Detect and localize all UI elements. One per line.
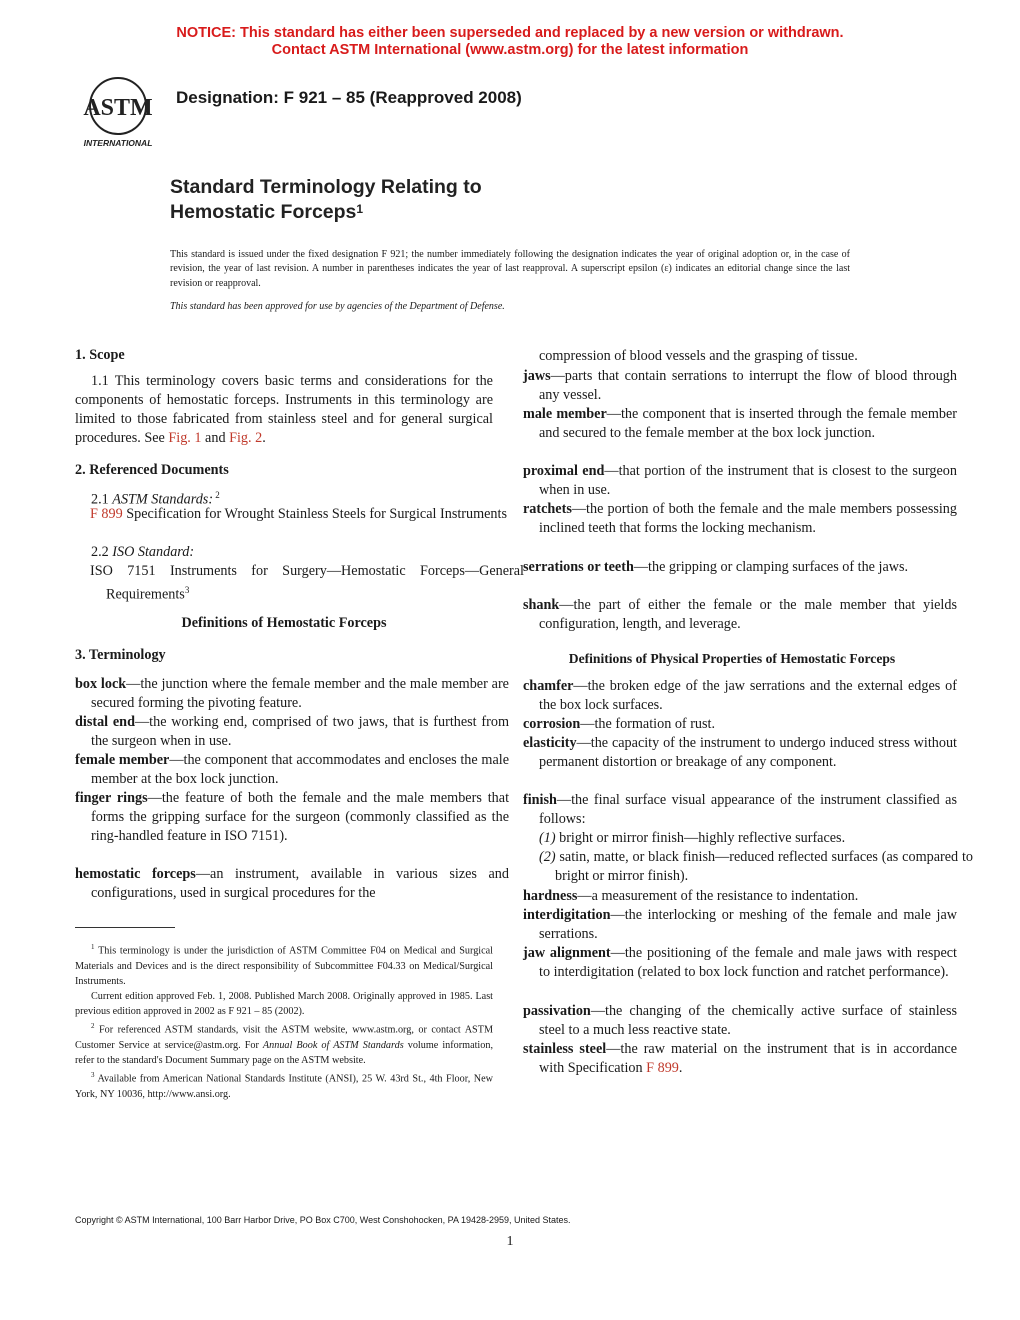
term-chamfer	[523, 677, 957, 715]
term-box-lock	[75, 675, 509, 713]
term-corrosion	[523, 715, 957, 734]
finish-2-text: satin, matte, or black finish—reduced reflected surfaces (as compared to bright or mirror finish).	[555, 849, 973, 884]
term-shank	[523, 596, 957, 634]
finish-2-num: (2)	[539, 849, 556, 865]
term-def: —parts that contain serrations to interrupt the flow of blood through any vessel.	[539, 368, 957, 403]
term-name: jaw alignment	[523, 945, 611, 961]
fig-1-link[interactable]: Fig. 1	[168, 430, 202, 446]
term-def: —an instrument, available in various sizes and configurations, used in surgical procedures for the	[91, 866, 509, 901]
term-name: box lock	[75, 676, 127, 692]
f899-text: Specification for Wrought Stainless Steels for Surgical Instruments	[122, 506, 507, 522]
astm-sup: 2	[215, 490, 220, 500]
footnotes	[75, 940, 493, 1102]
term-proximal-end	[523, 462, 957, 500]
title-line-1: Standard Terminology Relating to	[170, 176, 482, 198]
term-name: shank	[523, 597, 560, 613]
notice-line-1: NOTICE: This standard has either been superseded and replaced by a new version or withdrawn.	[176, 25, 844, 41]
issued-note: This standard is issued under the fixed designation F 921; the number immediately following the designation indicates the year of original adoption or, in the case of revision, the year of last revision. A number in parentheses indicates the year of last reapproval. A superscript epsilon (ε) indicates an editorial change since the last revision or reapproval.	[170, 249, 850, 289]
term-def: —a measurement of the resistance to indentation.	[577, 888, 859, 904]
term-def: —the portion of both the female and the male members possessing inclined teeth that forms the locking mechanism.	[539, 501, 957, 536]
fn1-text: This terminology is under the jurisdiction of ASTM Committee F04 on Medical and Surgical Materials and Devices and is the direct responsibility of Subcommittee F04.33 on Medical/Surgical Instruments.	[75, 945, 493, 987]
footnote-divider	[75, 927, 175, 928]
term-def: —the final surface visual appearance of the instrument classified as follows:	[539, 792, 957, 827]
astm-num: 2.1	[91, 491, 113, 508]
term-def: —that portion of the instrument that is closest to the surgeon when in use.	[539, 463, 957, 498]
term-name: ratchets	[523, 501, 572, 517]
fn3-text: Available from American National Standards Institute (ANSI), 25 W. 43rd St., 4th Floor, New York, NY 10036, http://www.ansi.org.	[75, 1073, 493, 1100]
term-finish	[523, 791, 957, 829]
iso-italic: ISO Standard:	[112, 544, 195, 560]
term-name: distal end	[75, 714, 135, 730]
term-def: —the junction where the female member and the male member are secured forming the pivoting feature.	[91, 676, 509, 711]
term-male-member	[523, 405, 957, 443]
logo-text: ASTM	[83, 95, 153, 121]
fn1-sup: 1	[91, 943, 95, 951]
referenced-heading: 2. Referenced Documents	[75, 462, 229, 478]
term-def: —the feature of both the female and the male members that forms the gripping surface for the surgeon (commonly classified as the ring-handled feature in ISO 7151).	[91, 790, 510, 844]
term-def: —the capacity of the instrument to undergo induced stress without permanent distortion or breakage of any component.	[539, 735, 957, 770]
astm-italic: ASTM Standards:	[112, 491, 214, 508]
iso-num: 2.2	[91, 544, 113, 560]
f899-link-2[interactable]: F 899	[646, 1060, 679, 1076]
terminology-heading: 3. Terminology	[75, 647, 166, 663]
astm-logo	[76, 74, 160, 150]
term-ratchets	[523, 500, 957, 538]
term-name: hemostatic forceps	[75, 866, 196, 882]
term-finger-rings	[75, 789, 509, 846]
term-def: —the raw material on the instrument that is in accordance with Specification	[539, 1041, 957, 1076]
term-name: chamfer	[523, 678, 574, 694]
term-def: —the interlocking or meshing of the female and male jaw serrations.	[539, 907, 957, 942]
term-def: —the broken edge of the jaw serrations and the external edges of the box lock surfaces.	[539, 678, 957, 713]
fn2-italic: Annual Book of ASTM Standards	[262, 1040, 404, 1051]
term-stainless-steel	[523, 1040, 957, 1078]
finish-item-2	[523, 848, 973, 886]
approved-note: This standard has been approved for use by agencies of the Department of Defense.	[170, 301, 505, 312]
term-hemostatic-forceps	[75, 865, 509, 903]
fig-2-link[interactable]: Fig. 2	[229, 430, 263, 446]
fn2-text-b: volume information, refer to the standard's Document Summary page on the ASTM website.	[75, 1040, 493, 1067]
term-name: hardness	[523, 888, 578, 904]
term-elasticity	[523, 734, 957, 772]
f899-link[interactable]: F 899	[90, 506, 123, 522]
term-jaw-alignment	[523, 944, 957, 982]
page-number: 1	[506, 1234, 514, 1249]
term-hardness	[523, 887, 957, 906]
iso-standard-label	[75, 543, 509, 562]
title-footnote-mark: 1	[356, 202, 364, 216]
term-name: proximal end	[523, 463, 605, 479]
term-interdigitation	[523, 906, 957, 944]
term-name: serrations or teeth	[523, 559, 634, 575]
iso-sup: 3	[184, 585, 190, 595]
finish-1-text: bright or mirror finish—highly reflective surfaces.	[555, 830, 846, 846]
footnote-3	[75, 1068, 493, 1102]
term-def: —the formation of rust.	[580, 716, 716, 732]
ref-iso7151	[75, 562, 524, 605]
designation: Designation: F 921 – 85 (Reapproved 2008)	[176, 88, 522, 107]
finish-1-num: (1)	[539, 830, 556, 846]
term-name: elasticity	[523, 735, 577, 751]
fn3-sup: 3	[91, 1071, 95, 1080]
footnote-1	[75, 940, 493, 989]
notice-banner	[0, 25, 1020, 59]
hemostatic-continued: compression of blood vessels and the grasping of tissue.	[539, 348, 858, 364]
scope-heading: 1. Scope	[75, 347, 125, 363]
term-def: —the positioning of the female and male jaws with respect to interdigitation (related to box lock function and ratchet performance).	[539, 945, 957, 980]
logo-subtext: INTERNATIONAL	[83, 138, 153, 148]
term-name: passivation	[523, 1003, 591, 1019]
term-name: male member	[523, 406, 607, 422]
term-serrations	[523, 558, 957, 577]
page-title	[170, 175, 770, 225]
footnote-2	[75, 1019, 493, 1068]
term-def: —the working end, comprised of two jaws, that is furthest from the surgeon when in use.	[91, 714, 509, 749]
definitions-heading: Definitions of Hemostatic Forceps	[181, 615, 387, 631]
scope-paragraph	[75, 372, 493, 448]
term-def: —the part of either the female or the male member that yields configuration, length, and leverage.	[539, 597, 957, 632]
fn2-sup: 2	[91, 1022, 95, 1031]
term-end: .	[678, 1060, 683, 1076]
term-name: stainless steel	[523, 1041, 607, 1057]
scope-and: and	[201, 430, 230, 446]
term-name: jaws	[523, 368, 551, 384]
term-distal-end	[75, 713, 509, 751]
term-passivation	[523, 1002, 957, 1040]
term-name: finish	[523, 792, 557, 808]
scope-text: 1.1 This terminology covers basic terms and considerations for the components of hemostatic forceps. Instruments in this terminology are limited to those fabricated from stainless steel and for general surgical procedures. See	[75, 373, 493, 446]
term-name: female member	[75, 752, 170, 768]
copyright: Copyright © ASTM International, 100 Barr Harbor Drive, PO Box C700, West Conshohocken, PA 19428-2959, United States.	[75, 1215, 571, 1225]
iso-text: ISO 7151 Instruments for Surgery—Hemostatic Forceps—General Requirements	[90, 563, 524, 603]
physical-heading: Definitions of Physical Properties of Hemostatic Forceps	[568, 651, 896, 666]
term-def: —the component that accommodates and encloses the male member at the box lock junction.	[91, 752, 510, 787]
notice-line-2: Contact ASTM International (www.astm.org) for the latest information	[271, 42, 749, 58]
title-line-2: Hemostatic Forceps	[170, 201, 357, 223]
term-female-member	[75, 751, 509, 789]
term-def: —the component that is inserted through the female member and secured to the female member at the box lock junction.	[539, 406, 957, 441]
term-name: interdigitation	[523, 907, 611, 923]
footnote-1b: Current edition approved Feb. 1, 2008. Published March 2008. Originally approved in 1985. Last previous edition approved in 2002 as F 921 – 85 (2002).	[75, 991, 493, 1018]
fn2-text-a: For referenced ASTM standards, visit the ASTM website, www.astm.org, or contact ASTM Customer Service at service@astm.org. For	[75, 1024, 493, 1051]
term-name: corrosion	[523, 716, 581, 732]
scope-end: .	[262, 430, 266, 446]
finish-item-1	[523, 829, 973, 848]
ref-f899	[75, 505, 524, 524]
term-def: —the changing of the chemically active surface of stainless steel to a much less reactive state.	[539, 1003, 957, 1038]
term-def: —the gripping or clamping surfaces of the jaws.	[633, 559, 909, 575]
term-jaws	[523, 367, 957, 405]
term-name: finger rings	[75, 790, 148, 806]
